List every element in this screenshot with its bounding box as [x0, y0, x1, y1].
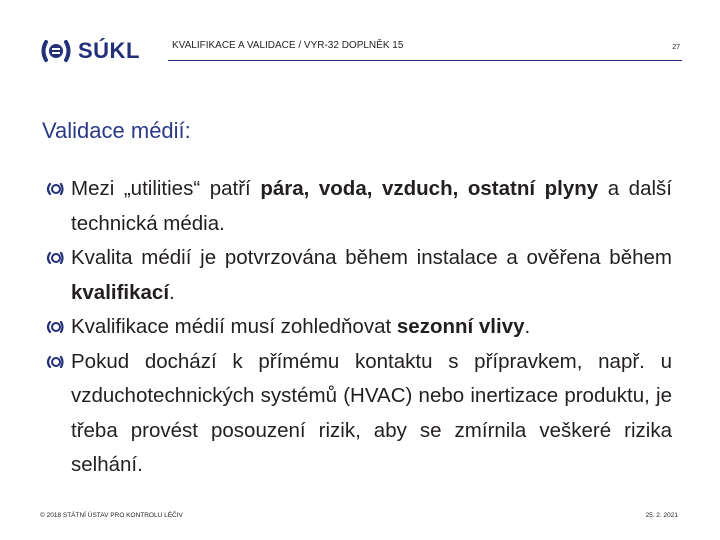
bullet-mark-icon	[46, 250, 64, 266]
bullet-mark-icon	[46, 319, 64, 335]
page-number: 27	[672, 44, 680, 51]
bullet-item	[46, 172, 672, 241]
bullet-item	[46, 345, 672, 483]
bullet-bold-text: sezonní vlivy	[396, 315, 525, 338]
bullet-bold-text: kvalifikací	[71, 280, 170, 304]
logo-text: SÚKL	[78, 38, 140, 63]
footer-copyright: © 2018 STÁTNÍ ÚSTAV PRO KONTROLU LÉČIV	[40, 512, 183, 519]
bullet-text: Pokud dochází k přímému kontaktu s přípravkem, např. u vzduchotechnických systémů (HVAC) nebo inertizace produktu, je třeba provést posouzení rizik, aby se zmírnila veškeré rizika selhání.	[71, 349, 672, 476]
bullet-item	[46, 310, 672, 345]
bullet-text: Kvalita médií je potvrzována během instalace a ověřena během	[71, 246, 672, 269]
header-title: KVALIFIKACE A VALIDACE / VYR-32 DOPLNĚK 15	[172, 40, 404, 51]
bullet-mark-icon	[46, 181, 64, 197]
bullet-text: .	[169, 280, 175, 304]
bullet-text: a další technická média.	[71, 177, 672, 235]
bullet-list	[46, 172, 672, 483]
header-divider	[168, 60, 682, 61]
bullet-text: Mezi „utilities“ patří	[71, 177, 261, 200]
bullet-mark-icon	[46, 354, 64, 370]
sukl-logo-icon	[38, 36, 74, 66]
bullet-text: Kvalifikace médií musí zohledňovat	[71, 315, 397, 338]
footer-date: 25. 2. 2021	[645, 512, 678, 519]
bullet-item	[46, 241, 672, 310]
sukl-logo	[38, 34, 156, 68]
bullet-bold-text: pára, voda, vzduch, ostatní plyny	[260, 177, 599, 200]
bullet-text: .	[524, 315, 531, 338]
slide-title: Validace médií:	[42, 118, 191, 143]
